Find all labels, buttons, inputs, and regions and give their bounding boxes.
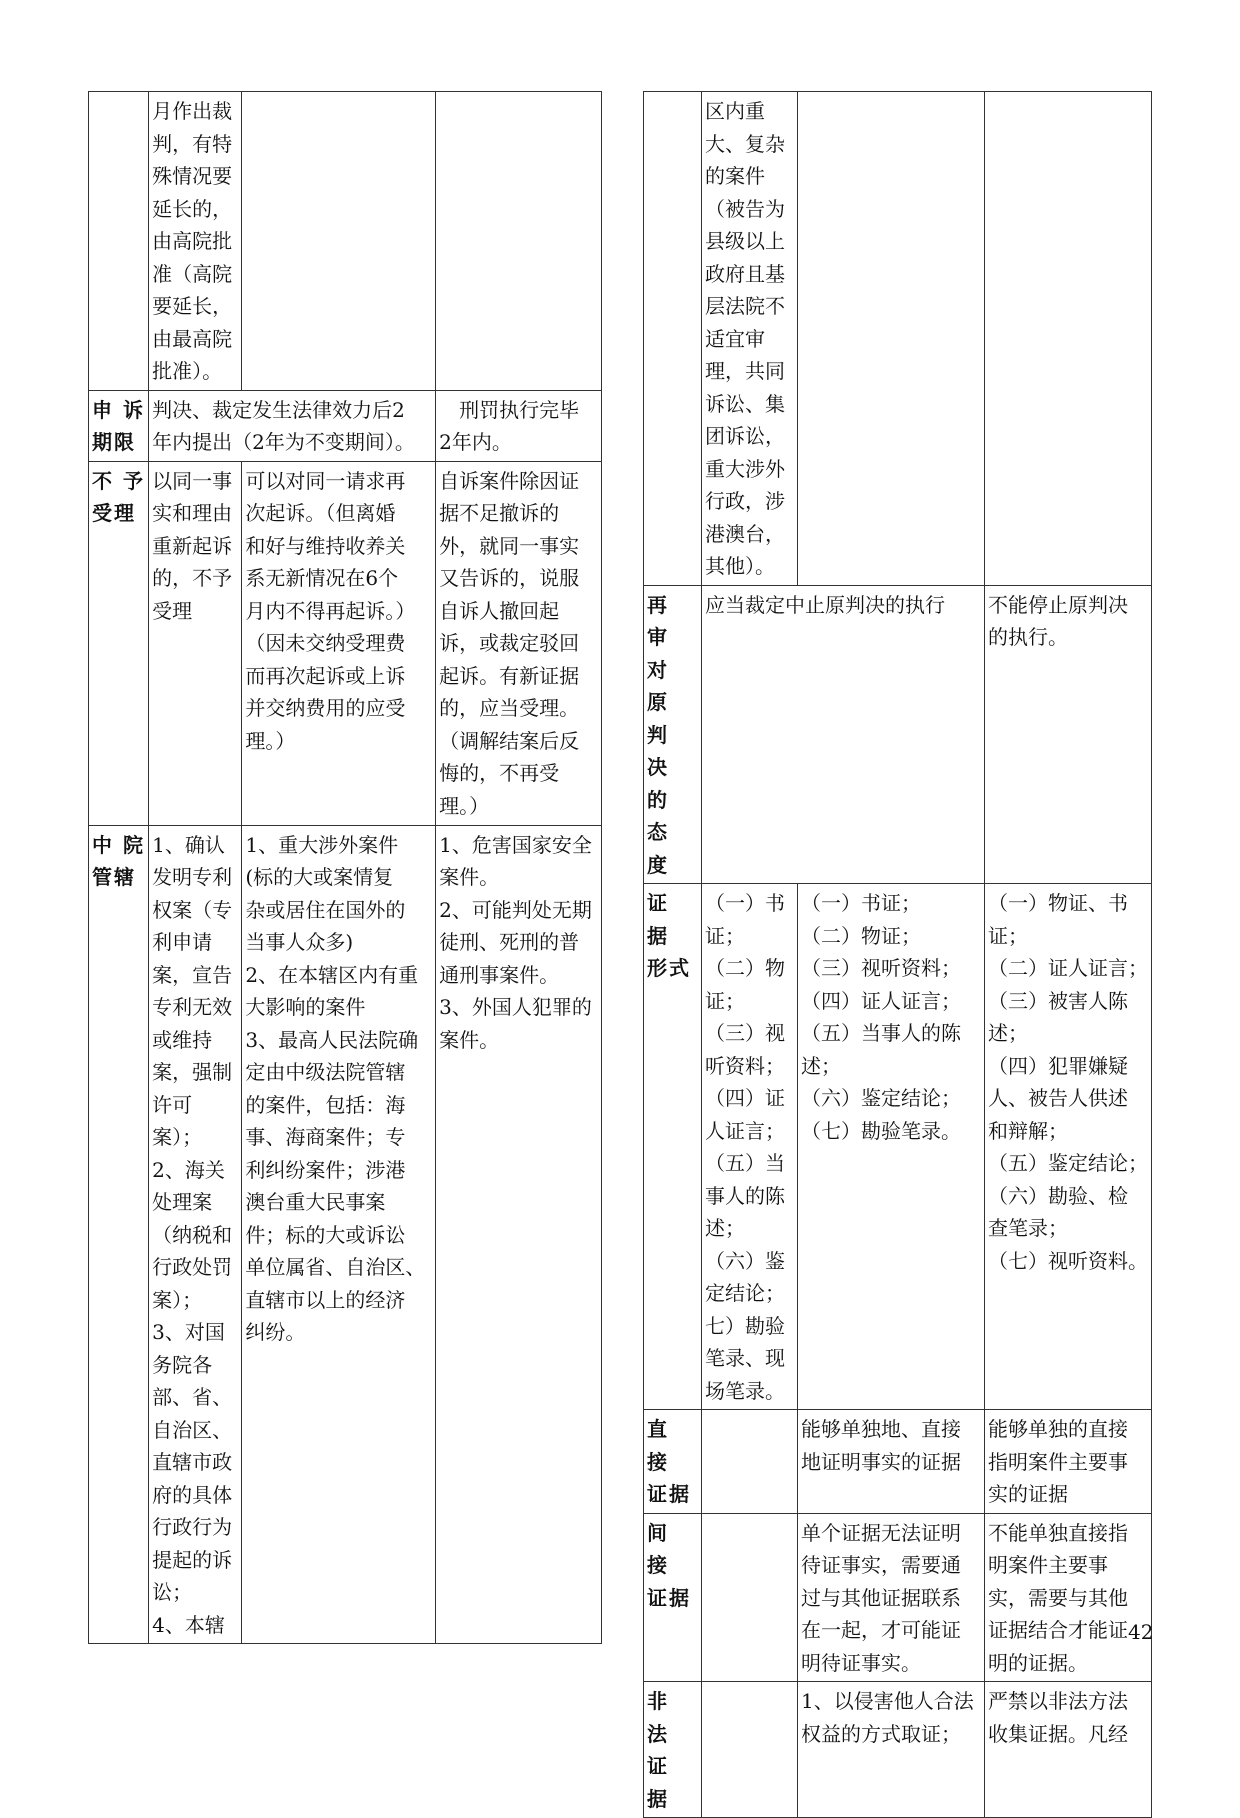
table-cell: 可以对同一请求再 次起诉。（但离婚 和好与维持收养关 系无新情况在6个 月内不得再起诉。） （因未交纳受理费 而再次起诉或上诉 并交纳费用的应受 理。） <box>242 461 436 825</box>
row-header: 申 诉 期限 <box>89 390 149 461</box>
table-cell: （一）书证； （二）物证； （三）视听资料； （四）证人证言； （五）当事人的陈 述； （六）鉴定结论； （七）勘验笔录。 <box>798 884 985 1410</box>
right-table <box>643 91 1152 1818</box>
row-header: 非 法 证 据 <box>644 1682 702 1818</box>
page-number: 42 <box>1128 1620 1154 1644</box>
table-row <box>644 884 1152 1410</box>
table-row <box>644 92 1152 586</box>
table-cell: 1、以侵害他人合法 权益的方式取证； <box>798 1682 985 1818</box>
table-cell: 刑罚执行完毕 2年内。 <box>436 390 602 461</box>
row-header: 不 予 受理 <box>89 461 149 825</box>
table-cell: 不能停止原判决 的执行。 <box>985 585 1152 884</box>
row-header: 间 接 证据 <box>644 1513 702 1682</box>
table-cell: 区内重 大、复杂 的案件 （被告为 县级以上 政府且基 层法院不 适宜审 理，共同 诉讼、集 团诉讼， 重大涉外 行政，涉 港澳台， 其他）。 <box>702 92 798 586</box>
table-cell: 1、确认 发明专利 权案（专 利申请 案，宣告 专利无效 或维持 案，强制 许可案）； 2、海关 处理案 （纳税和 行政处罚 案）； 3、对国 务院各 部、省、 自治区、 直辖市政 府的具体 行政行为 提起的诉 讼； 4、本辖 <box>149 825 242 1644</box>
table-cell <box>702 1410 798 1514</box>
left-table <box>88 91 602 1644</box>
table-cell: 能够单独的直接 指明案件主要事 实的证据 <box>985 1410 1152 1514</box>
table-cell <box>702 1513 798 1682</box>
table-row <box>89 92 602 391</box>
table-row <box>644 1513 1152 1682</box>
table-cell <box>985 92 1152 586</box>
table-cell: 1、重大涉外案件 (标的大或案情复 杂或居住在国外的 当事人众多) 2、在本辖区内有重 大影响的案件 3、最高人民法院确 定由中级法院管辖 的案件，包括：海 事、海商案件；专 利纠纷案件；涉港 澳台重大民事案 件；标的大或诉讼 单位属省、自治区、 直辖市以上的经济 纠纷。 <box>242 825 436 1644</box>
row-header: 直 接 证据 <box>644 1410 702 1514</box>
table-cell: （一）物证、书 证； （二）证人证言； （三）被害人陈 述； （四）犯罪嫌疑 人、被告人供述 和辩解； （五）鉴定结论； （六）勘验、检 查笔录； （七）视听资料。 <box>985 884 1152 1410</box>
table-cell: 判决、裁定发生法律效力后2 年内提出（2年为不变期间）。 <box>149 390 436 461</box>
table-cell: 严禁以非法方法 收集证据。凡经 <box>985 1682 1152 1818</box>
table-row <box>89 461 602 825</box>
row-header: 证 据 形式 <box>644 884 702 1410</box>
table-cell: 1、危害国家安全 案件。 2、可能判处无期 徒刑、死刑的普 通刑事案件。 3、外国人犯罪的 案件。 <box>436 825 602 1644</box>
table-row <box>644 1682 1152 1818</box>
table-cell <box>242 92 436 391</box>
table-row <box>89 825 602 1644</box>
table-cell: 自诉案件除因证 据不足撤诉的 外，就同一事实 又告诉的，说服 自诉人撤回起 诉，或裁定驳回 起诉。有新证据 的，应当受理。 （调解结案后反 悔的，不再受 理。） <box>436 461 602 825</box>
row-header: 中 院 管辖 <box>89 825 149 1644</box>
row-header <box>89 92 149 391</box>
table-cell <box>702 1682 798 1818</box>
table-cell <box>798 92 985 586</box>
table-row <box>89 390 602 461</box>
table-cell: 月作出裁 判，有特 殊情况要 延长的， 由高院批 准（高院 要延长， 由最高院 批准）。 <box>149 92 242 391</box>
table-row <box>644 585 1152 884</box>
row-header: 再 审 对 原 判 决 的 态 度 <box>644 585 702 884</box>
table-row <box>644 1410 1152 1514</box>
table-cell: （一）书 证； （二）物 证； （三）视 听资料； （四）证 人证言； （五）当 事人的陈 述； （六）鉴 定结论； 七）勘验 笔录、现 场笔录。 <box>702 884 798 1410</box>
row-header <box>644 92 702 586</box>
table-cell: 以同一事 实和理由 重新起诉 的，不予 受理 <box>149 461 242 825</box>
table-cell: 应当裁定中止原判决的执行 <box>702 585 985 884</box>
table-cell <box>436 92 602 391</box>
table-cell: 单个证据无法证明 待证事实，需要通 过与其他证据联系 在一起，才可能证 明待证事实。 <box>798 1513 985 1682</box>
table-cell: 不能单独直接指 明案件主要事 实，需要与其他 证据结合才能证 明的证据。 <box>985 1513 1152 1682</box>
table-cell: 能够单独地、直接 地证明事实的证据 <box>798 1410 985 1514</box>
